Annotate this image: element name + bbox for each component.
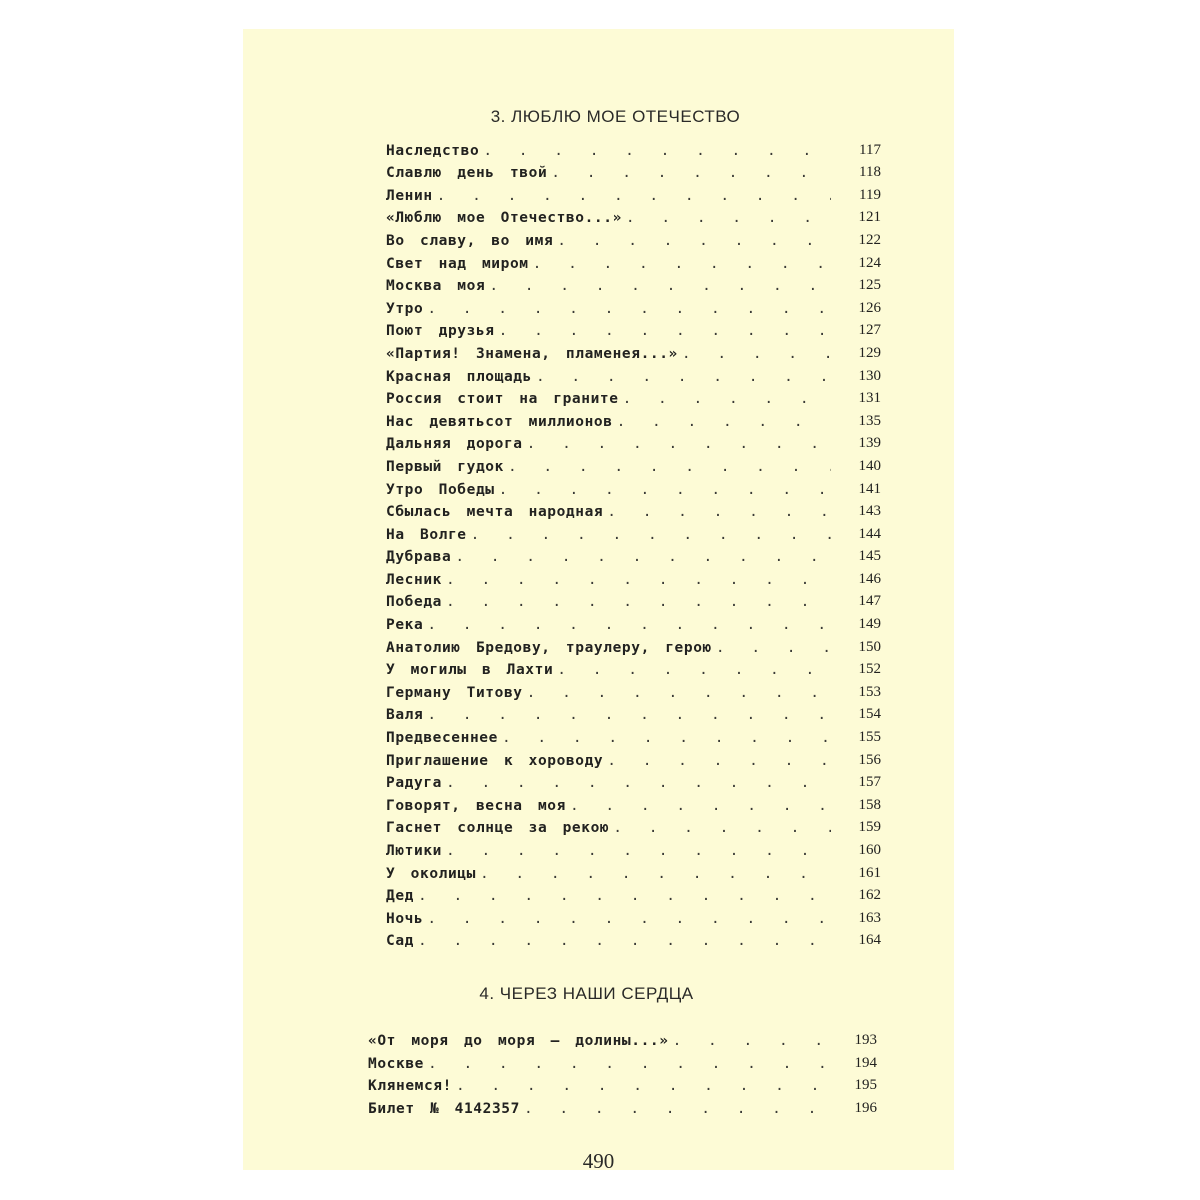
toc-entry-page: 124: [858, 254, 881, 271]
toc-entry-title: На Волге: [386, 526, 467, 543]
dot-leader: [418, 888, 831, 904]
dot-leader: [456, 1078, 827, 1094]
toc-entry: [386, 588, 881, 611]
dot-leader: [682, 346, 831, 362]
toc-list: [368, 1026, 877, 1117]
toc-entry-page: 118: [859, 164, 881, 181]
section-heading: 3. ЛЮБЛЮ МОЕ ОТЕЧЕСТВО: [490, 107, 741, 126]
toc-entry-title: Утро Победы: [386, 481, 495, 498]
dot-leader: [446, 775, 831, 791]
toc-entry-page: 143: [858, 503, 881, 520]
toc-entry: [386, 746, 881, 769]
toc-entry-title: Дубрава: [386, 549, 452, 566]
toc-entry: [386, 475, 881, 498]
toc-entry: [386, 520, 881, 543]
toc-list: [386, 136, 881, 949]
toc-entry-page: 125: [858, 277, 881, 294]
toc-entry-page: 149: [858, 616, 881, 633]
dot-leader: [716, 640, 831, 656]
toc-entry-title: У околицы: [386, 865, 476, 882]
toc-entry-title: Валя: [386, 707, 424, 724]
toc-entry: [386, 430, 881, 453]
toc-entry: [368, 1094, 877, 1117]
toc-entry-page: 121: [858, 209, 881, 226]
toc-entry-title: Наследство: [386, 142, 480, 159]
dot-leader: [626, 210, 831, 226]
toc-entry: [386, 882, 881, 905]
toc-entry-page: 156: [858, 751, 881, 768]
toc-entry: [386, 565, 881, 588]
toc-entry: [386, 656, 881, 679]
toc-entry: [386, 859, 881, 882]
dot-leader: [570, 798, 831, 814]
dot-leader: [623, 391, 831, 407]
toc-entry: [386, 249, 881, 272]
dot-leader: [502, 730, 831, 746]
section-heading: 4. ЧЕРЕЗ НАШИ СЕРДЦА: [479, 984, 694, 1003]
dot-leader: [551, 165, 831, 181]
toc-entry-title: У могилы в Лахти: [386, 662, 554, 679]
toc-entry: [386, 836, 881, 859]
toc-entry: [386, 723, 881, 746]
toc-entry-title: Поют друзья: [386, 323, 495, 340]
toc-entry-page: 159: [858, 819, 881, 836]
toc-entry-page: 154: [858, 706, 881, 723]
toc-entry: [386, 927, 881, 950]
toc-entry: [386, 317, 881, 340]
toc-entry-title: Сад: [386, 933, 414, 950]
toc-entry-page: 127: [858, 322, 881, 339]
toc-entry: [386, 181, 881, 204]
dot-leader: [455, 549, 831, 565]
dot-leader: [427, 617, 831, 633]
toc-entry-title: Предвесеннее: [386, 730, 498, 747]
toc-entry-title: Лютики: [386, 843, 442, 859]
toc-entry-page: 162: [858, 887, 881, 904]
toc-entry-title: Москва моя: [386, 278, 486, 295]
dot-leader: [536, 369, 831, 385]
toc-entry-page: 155: [858, 729, 881, 746]
dot-leader: [527, 436, 831, 452]
dot-leader: [418, 933, 831, 949]
dot-leader: [427, 301, 831, 317]
toc-entry: [386, 339, 881, 362]
toc-entry: [368, 1072, 877, 1095]
toc-entry-page: 193: [854, 1031, 877, 1048]
toc-entry: [386, 385, 881, 408]
toc-entry-page: 153: [858, 683, 881, 700]
toc-entry: [386, 701, 881, 724]
toc-entry: [386, 791, 881, 814]
toc-entry-title: Билет № 4142357: [368, 1101, 520, 1118]
toc-entry-title: Москве: [368, 1055, 424, 1072]
toc-entry-page: 140: [858, 457, 881, 474]
toc-entry: [386, 678, 881, 701]
dot-leader: [524, 1101, 827, 1117]
toc-entry-page: 161: [858, 864, 881, 881]
toc-entry: [386, 498, 881, 521]
dot-leader: [483, 143, 831, 159]
toc-entry-page: 163: [858, 909, 881, 926]
dot-leader: [446, 572, 831, 588]
toc-entry: [386, 407, 881, 430]
dot-leader: [527, 685, 831, 701]
toc-entry: [386, 904, 881, 927]
toc-entry: [386, 633, 881, 656]
toc-entry-page: 131: [858, 390, 881, 407]
dot-leader: [427, 707, 831, 723]
dot-leader: [508, 459, 831, 475]
dot-leader: [446, 594, 831, 610]
toc-entry-page: 129: [858, 344, 881, 361]
toc-entry-page: 119: [859, 186, 881, 203]
toc-entry-page: 145: [858, 548, 881, 565]
toc-entry-page: 147: [858, 593, 881, 610]
toc-entry-title: Свет над миром: [386, 255, 529, 272]
toc-entry-title: «От моря до моря — долины...»: [368, 1032, 669, 1049]
toc-entry: [368, 1026, 877, 1049]
toc-entry-page: 194: [854, 1054, 877, 1071]
dot-leader: [533, 256, 831, 272]
toc-entry: [386, 159, 881, 182]
dot-leader: [673, 1033, 827, 1049]
dot-leader: [617, 414, 831, 430]
toc-entry-title: Славлю день твой: [386, 165, 548, 182]
toc-entry-title: Сбылась мечта народная: [386, 504, 604, 521]
toc-entry: [386, 452, 881, 475]
toc-entry-title: Река: [386, 617, 424, 634]
dot-leader: [499, 323, 831, 339]
toc-entry: [386, 226, 881, 249]
dot-leader: [613, 820, 831, 836]
dot-leader: [557, 233, 831, 249]
toc-entry-page: 157: [858, 774, 881, 791]
toc-entry-page: 144: [858, 525, 881, 542]
dot-leader: [446, 843, 831, 859]
toc-entry-page: 160: [858, 842, 881, 858]
toc-entry-title: Анатолию Бредову, траулеру, герою: [386, 639, 712, 656]
toc-entry-title: Лесник: [386, 571, 442, 588]
book-page: [243, 29, 954, 1173]
dot-leader: [427, 911, 831, 927]
dot-leader: [607, 504, 831, 520]
toc-entry-title: Говорят, весна моя: [386, 797, 566, 814]
toc-entry-page: 146: [858, 570, 881, 587]
dot-leader: [557, 662, 831, 678]
toc-entry-title: Утро: [386, 300, 424, 317]
toc-entry-page: 196: [854, 1100, 877, 1117]
toc-entry: [386, 294, 881, 317]
toc-entry-page: 195: [854, 1077, 877, 1094]
toc-entry: [386, 136, 881, 159]
toc-entry: [386, 543, 881, 566]
toc-entry-title: Ночь: [386, 910, 424, 927]
toc-entry: [386, 610, 881, 633]
toc-entry-page: 152: [858, 661, 881, 678]
toc-entry-title: «Партия! Знамена, пламенея...»: [386, 345, 678, 362]
toc-entry-title: Гаснет солнце за рекою: [386, 820, 610, 837]
toc-entry-title: Клянемся!: [368, 1078, 452, 1095]
toc-entry-title: Приглашение к хороводу: [386, 752, 604, 769]
toc-entry: [386, 272, 881, 295]
toc-entry: [386, 814, 881, 837]
toc-entry-title: Победа: [386, 594, 442, 611]
dot-leader: [428, 1056, 827, 1072]
dot-leader: [480, 866, 831, 882]
toc-entry-title: Дальняя дорога: [386, 436, 523, 453]
toc-entry: [368, 1049, 877, 1072]
toc-entry-page: 135: [858, 412, 881, 429]
toc-entry-title: Нас девятьсот миллионов: [386, 413, 613, 430]
dot-leader: [471, 527, 831, 543]
toc-entry-page: 150: [858, 638, 881, 655]
toc-entry-page: 122: [858, 231, 881, 248]
dot-leader: [607, 753, 831, 769]
toc-entry: [386, 204, 881, 227]
toc-entry-page: 141: [858, 480, 881, 497]
dot-leader: [489, 278, 831, 294]
toc-entry: [386, 362, 881, 385]
toc-entry-title: Герману Титову: [386, 684, 523, 701]
toc-entry-title: Россия стоит на граните: [386, 391, 619, 408]
dot-leader: [499, 482, 831, 498]
toc-entry-page: 117: [859, 141, 881, 158]
toc-entry-title: Дед: [386, 888, 414, 905]
toc-entry-title: «Люблю мое Отечество...»: [386, 210, 622, 227]
toc-entry-page: 164: [858, 932, 881, 949]
toc-entry-title: Ленин: [386, 187, 433, 204]
toc-entry: [386, 769, 881, 792]
toc-entry-title: Радуга: [386, 775, 442, 792]
toc-entry-page: 158: [858, 796, 881, 813]
toc-entry-title: Первый гудок: [386, 458, 504, 475]
page-number: 490: [582, 1149, 615, 1173]
toc-entry-page: 130: [858, 367, 881, 384]
toc-entry-page: 126: [858, 299, 881, 316]
dot-leader: [437, 188, 831, 204]
toc-entry-title: Красная площадь: [386, 368, 532, 385]
toc-entry-title: Во славу, во имя: [386, 232, 554, 249]
toc-entry-page: 139: [858, 435, 881, 452]
